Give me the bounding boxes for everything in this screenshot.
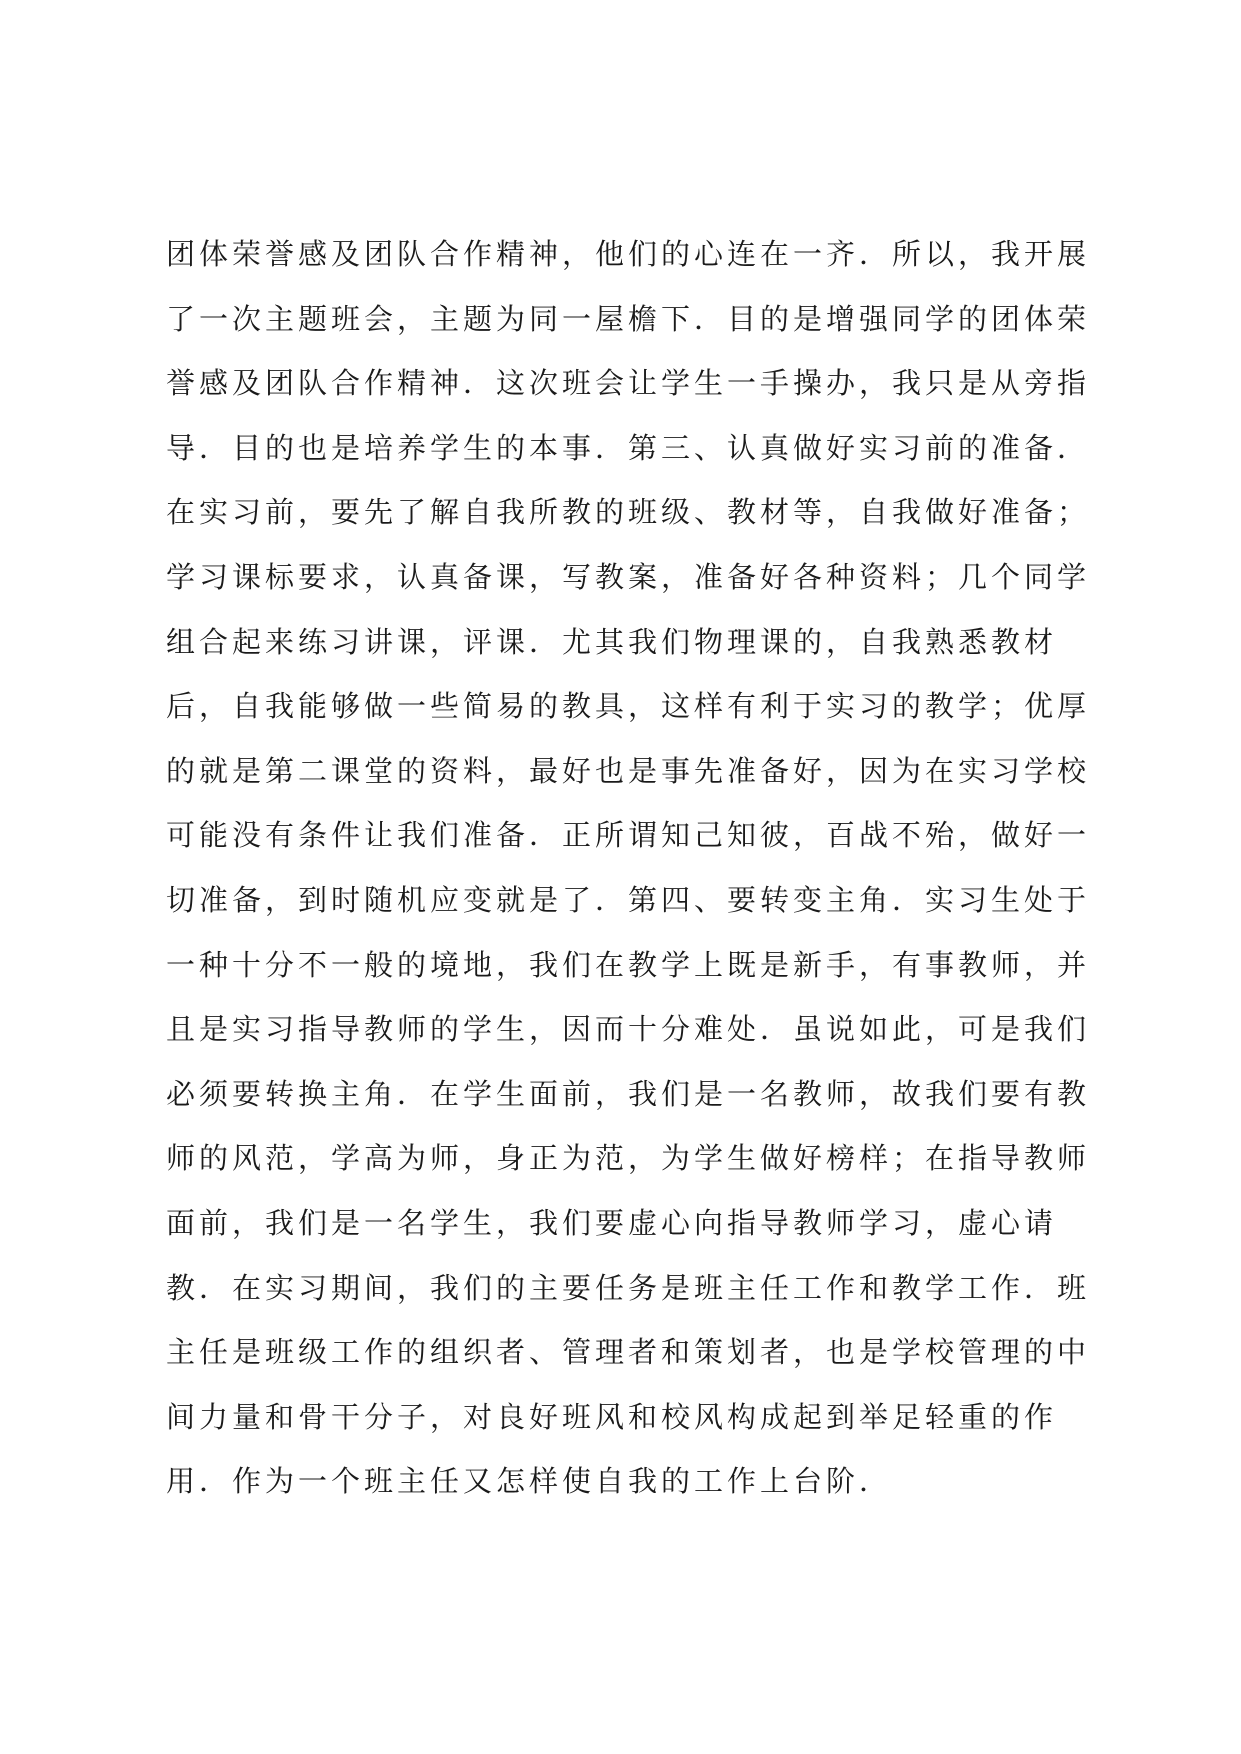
text-line: 一种十分不一般的境地，我们在教学上既是新手，有事教师，并 xyxy=(166,947,1091,982)
text-line: 可能没有条件让我们准备．正所谓知己知彼，百战不殆，做好一 xyxy=(166,818,1091,853)
body-text xyxy=(166,222,1096,1514)
text-line: 教．在实习期间，我们的主要任务是班主任工作和教学工作．班 xyxy=(166,1270,1091,1305)
text-line: 且是实习指导教师的学生，因而十分难处．虽说如此，可是我们 xyxy=(166,1012,1091,1047)
text-line: 间力量和骨干分子，对良好班风和校风构成起到举足轻重的作 xyxy=(166,1399,1058,1434)
text-line: 导．目的也是培养学生的本事．第三、认真做好实习前的准备． xyxy=(166,430,1091,465)
text-line: 在实习前，要先了解自我所教的班级、教材等，自我做好准备； xyxy=(166,495,1091,530)
text-line: 团体荣誉感及团队合作精神，他们的心连在一齐．所以，我开展 xyxy=(166,237,1091,271)
text-line: 后，自我能够做一些简易的教具，这样有利于实习的教学；优厚 xyxy=(166,689,1091,724)
text-line: 必须要转换主角．在学生面前，我们是一名教师，故我们要有教 xyxy=(166,1076,1091,1111)
text-line: 的就是第二课堂的资料，最好也是事先准备好，因为在实习学校 xyxy=(166,753,1091,788)
text-line: 主任是班级工作的组织者、管理者和策划者，也是学校管理的中 xyxy=(166,1335,1091,1370)
text-line: 誉感及团队合作精神．这次班会让学生一手操办，我只是从旁指 xyxy=(166,366,1091,401)
text-line: 切准备，到时随机应变就是了．第四、要转变主角．实习生处于 xyxy=(166,882,1091,917)
text-line: 面前，我们是一名学生，我们要虚心向指导教师学习，虚心请 xyxy=(166,1205,1058,1240)
text-line: 学习课标要求，认真备课，写教案，准备好各种资料；几个同学 xyxy=(166,559,1091,594)
text-line: 用．作为一个班主任又怎样使自我的工作上台阶． xyxy=(166,1464,893,1499)
text-line: 了一次主题班会，主题为同一屋檐下．目的是增强同学的团体荣 xyxy=(166,301,1091,336)
text-line: 组合起来练习讲课，评课．尤其我们物理课的，自我熟悉教材 xyxy=(166,624,1058,659)
text-line: 师的风范，学高为师，身正为范，为学生做好榜样；在指导教师 xyxy=(166,1141,1091,1176)
